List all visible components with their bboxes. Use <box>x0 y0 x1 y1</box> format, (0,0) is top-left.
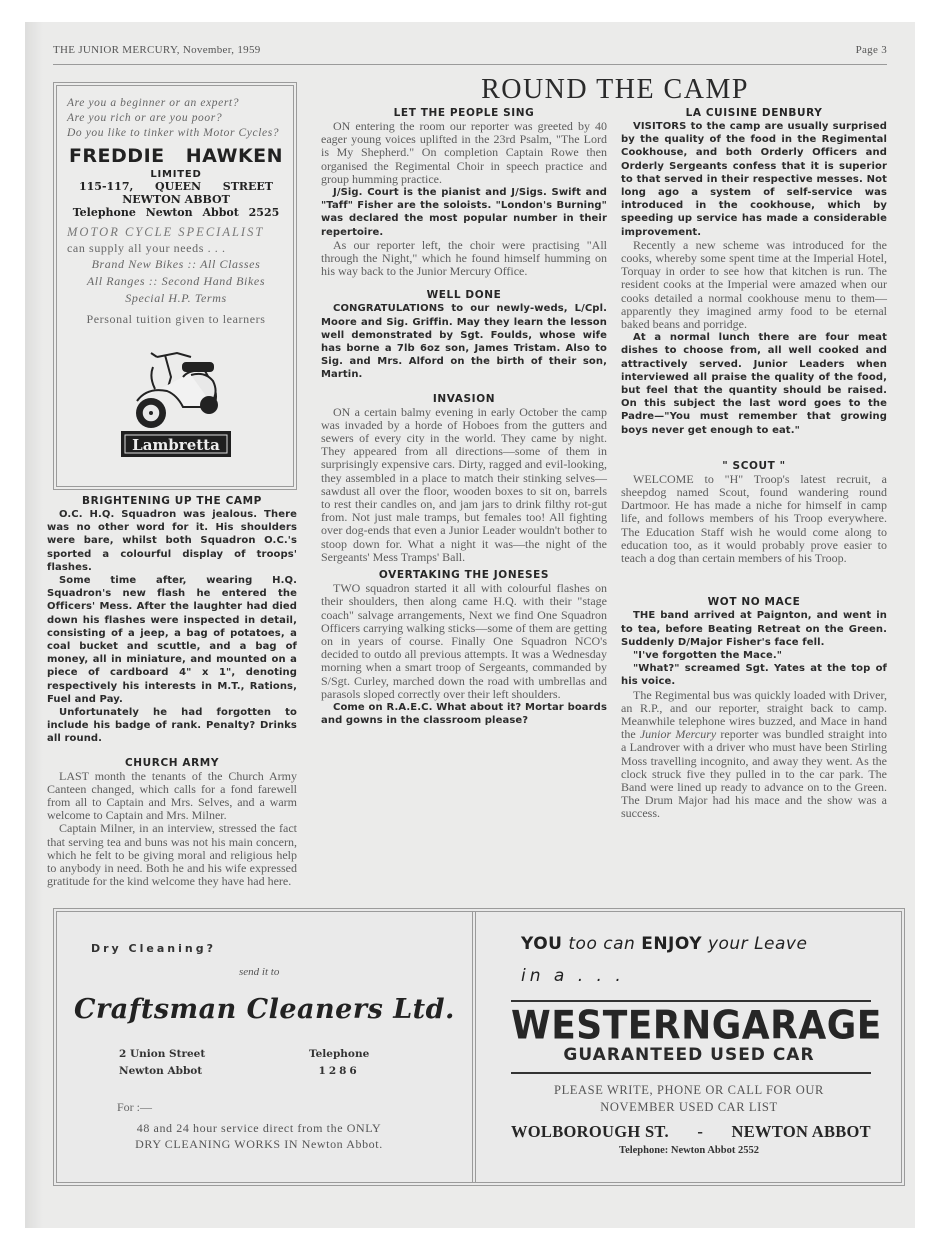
hawken-advertisement <box>53 82 297 490</box>
page-number: Page 3 <box>855 44 887 56</box>
ad-headline-continued: in a . . . <box>521 966 625 986</box>
article-paragraph: O.C. H.Q. Squadron was jealous. There was no other word for it. His shoulders were bare, whilst both Squadron O.C.'s sported a colourful display of troops' flashes. <box>47 509 297 573</box>
headline-word: too can <box>568 934 636 954</box>
article-scout <box>621 459 887 565</box>
ad-call-to-action <box>477 1082 901 1116</box>
address-town: NEWTON ABBOT <box>731 1122 871 1141</box>
article-title: WELL DONE <box>426 289 502 302</box>
article-title: WOT NO MACE <box>707 596 801 609</box>
article-la-cuisine-denbury <box>621 106 887 437</box>
article-paragraph: Recently a new scheme was introduced for the cooks, whereby some spent time at the Imperial Hotel, Torquay in order to see how that kitchen is run. The resident cooks at the Imperial were amazed when our cooks detailed a normal cookhouse menu to them—apparently they imagined army food to be eternal baked beans and porridge. <box>621 237 887 332</box>
article-paragraph: Captain Milner, in an interview, stressed the fact that serving tea and buns was not his main concern, which he felt to be giving moral and religious help to anybody in need. Both he and his wife expressed gratitude for the kind welcome they have had here. <box>47 821 297 889</box>
headline-word: ENJOY <box>641 934 703 954</box>
article-paragraph: "I've forgotten the Mace." <box>633 649 783 661</box>
address-word: STREET <box>222 180 273 193</box>
article-paragraph: Some time after, wearing H.Q. Squadron's new flash he entered the Officers' Mess. After the laughter had died down his flashes were inspected in detail, consisting of a jeep, a bag of potatoes, a coal bucket and scuttle, and a bag of money, all in miniature, and mounted on a piece of cardboard 4" x 1", denoting respectively his interests in M.T., Rations, Fuel and Pay. <box>47 575 297 705</box>
ad-telephone <box>309 1046 369 1080</box>
column-middle <box>321 106 607 727</box>
article-overtaking-the-joneses <box>321 568 607 727</box>
article-paragraph: J/Sig. Court is the pianist and J/Sigs. Swift and "Taff" Fisher are the soloists. "London's Burning" was declared the most popular number in their repertoire. <box>321 187 607 238</box>
ad-street-address <box>67 180 285 193</box>
ad-service-text: 48 and 24 hour service direct from the ONLY DRY CLEANING WORKS IN Newton Abbot. <box>135 1121 383 1151</box>
address-number: 115-117, <box>79 180 134 193</box>
address-line: 2 Union Street <box>119 1048 206 1060</box>
lambretta-logo-text: Lambretta <box>132 436 220 454</box>
ad-question: Are you a beginner or an expert? <box>67 97 240 109</box>
article-wot-no-mace <box>621 595 887 820</box>
header-rule <box>53 64 887 65</box>
ad-second-hand: All Ranges :: Second Hand Bikes <box>86 274 266 288</box>
article-title: CHURCH ARMY <box>124 756 220 769</box>
article-well-done <box>321 288 607 381</box>
headline-word: your Leave <box>707 934 808 954</box>
ad-tuition: Personal tuition given to learners <box>86 312 266 326</box>
article-let-the-people-sing <box>321 106 607 278</box>
article-brightening <box>47 494 297 746</box>
article-title: " SCOUT " <box>722 459 786 472</box>
company-word: WESTERN <box>511 1004 712 1049</box>
ad-question: Do you like to tinker with Motor Cycles? <box>67 127 280 139</box>
bottom-advertisements <box>53 908 905 1186</box>
article-title: LET THE PEOPLE SING <box>393 107 535 119</box>
article-invasion <box>321 392 607 564</box>
ad-divider <box>472 912 476 1182</box>
ad-company-name <box>511 1004 882 1049</box>
article-paragraph: TWO squadron started it all with colourful flashes on their shoulders, then along came H.Q. with their "stage coach" salvage arrangements, Next we find One Squadron Officers carrying walking sticks—some of them are getting on in years of course. Finally One Squadron NCO's decided to outdo all previous attempts. It was a Wednesday morning when a smart troop of Sergeants, commanded by S/Sgt. Curley, marched down the road with umbrellas and parasols sloped correctly over their left shoulders. <box>321 581 607 701</box>
publication-line: THE JUNIOR MERCURY, November, 1959 <box>53 44 261 56</box>
ad-question: Are you rich or are you poor? <box>67 112 223 124</box>
column-right <box>621 106 887 821</box>
article-church-army <box>47 756 297 889</box>
article-paragraph: ON entering the room our reporter was greeted by 40 eager young voices uplifted in the 23rd Psalm, "The Lord is My Shepherd." On completion Captain Rowe then organised the Regimental Choir in speech practice and group humming practice. <box>321 119 607 186</box>
article-paragraph: THE band arrived at Paignton, and went in to tea, before Beating Retreat on the Green. Suddenly D/Major Fisher's face fell. <box>621 610 887 648</box>
article-title: INVASION <box>432 392 496 405</box>
article-paragraph: "What?" screamed Sgt. Yates at the top of his voice. <box>621 663 887 688</box>
article-paragraph: As our reporter left, the choir were practising "All through the Night," which he found himself humming on his way back to the Junior Mercury Office. <box>321 237 607 279</box>
ad-subtitle: GUARANTEED USED CAR <box>563 1045 815 1065</box>
ad-terms: Special H.P. Terms <box>125 291 227 305</box>
ad-brand-name: FREDDIE HAWKEN <box>68 145 284 167</box>
article-paragraph: Unfortunately he had forgotten to include his badge of rank. Penalty? Drinks all round. <box>47 707 297 745</box>
address-word: QUEEN <box>155 180 202 193</box>
article-title: OVERTAKING THE JONESES <box>378 569 550 582</box>
ad-address <box>119 1046 205 1080</box>
address-street: WOLBOROUGH ST. <box>511 1122 669 1141</box>
ad-address <box>511 1122 871 1142</box>
ad-specialist: MOTOR CYCLE SPECIALIST <box>67 225 265 239</box>
ad-town: NEWTON ABBOT <box>122 193 230 206</box>
telephone-number: 1286 <box>318 1065 360 1077</box>
cta-line: PLEASE WRITE, PHONE OR CALL FOR OUR <box>554 1083 824 1097</box>
ad-rule <box>511 1072 871 1074</box>
article-title: LA CUISINE DENBURY <box>685 107 823 119</box>
article-paragraph: Come on R.A.E.C. What about it? Mortar boards and gowns in the classroom please? <box>321 701 607 727</box>
ad-headline <box>521 934 807 954</box>
address-line: Newton Abbot <box>119 1065 203 1077</box>
ad-question: Dry Cleaning? <box>91 942 216 955</box>
ad-rule <box>511 1000 871 1002</box>
newspaper-page <box>25 22 915 1228</box>
headline-word: YOU <box>521 934 563 954</box>
publication-name: Junior Mercury <box>639 727 717 742</box>
page-title: ROUND THE CAMP <box>481 74 749 105</box>
western-garage-advertisement <box>477 912 901 1182</box>
ad-telephone: Telephone: Newton Abbot 2552 <box>619 1145 759 1156</box>
ad-company-name: Craftsman Cleaners Ltd. <box>74 994 455 1025</box>
article-paragraph <box>621 689 887 821</box>
article-paragraph: ON a certain balmy evening in early October the camp was invaded by a horde of Hoboes from the gutters and sewers of every city in the world. They came by night. They appeared from all directions—some of them in surprisingly expensive cars. Dirty, ragged and evil-looking, they assembled in a place to match their stinking selves—sawdust all over the floor, wooden boxes to sit on, barrels to rest their candles on, and jam jars to drink filthy rot-gut from. Not just male tramps, but females too! All fighting over dog-ends that even a Junior Leader wouldn't bother to stoop down for. What a night it was—the night of the Sergeants' Mess Tramps' Ball. <box>321 404 607 564</box>
address-separator: - <box>697 1122 704 1141</box>
article-paragraph: LAST month the tenants of the Church Army Canteen changed, which calls for a fond farewell from all to Captain and Mrs. Selves, and a warm welcome to Captain and Mrs. Milner. <box>47 768 297 823</box>
ad-limited: LIMITED <box>150 169 202 180</box>
article-paragraph: At a normal lunch there are four meat dishes to choose from, all well cooked and attractively served. Junior Leaders when interviewed all praise the quality of the food, but feel that the quantity should be raised. On this subject the last word goes to the Padre—"You must remember that growing boys never get enough to eat." <box>621 332 887 436</box>
telephone-label: Telephone <box>309 1048 370 1060</box>
article-paragraph: CONGRATULATIONS to our newly-weds, L/Cpl. Moore and Sig. Griffin. May they learn the lesson well demonstrated by Sgt. Foulds, whose wife has borne a 7lb 6oz son, James Tristam. Also to Sig. and Mrs. Alford on the birth of their son, Martin. <box>321 303 607 381</box>
article-paragraph: WELCOME to "H" Troop's latest recruit, a sheepdog named Scout, found wandering round Dartmoor. He has made a niche for himself in camp life, and follows members of his Troop everywhere. The Education Staff wish he would come along to education too, as it would probably prove easier to teach a dog than certain members of his Troop. <box>621 471 887 566</box>
article-title: BRIGHTENING UP THE CAMP <box>82 495 262 507</box>
cta-line: NOVEMBER USED CAR LIST <box>600 1100 778 1114</box>
ad-supply: can supply all your needs . . . <box>67 241 226 255</box>
ad-new-bikes: Brand New Bikes :: All Classes <box>91 257 261 271</box>
article-paragraph: VISITORS to the camp are usually surprised by the quality of the food in the Regimental Cookhouse, and both Orderly Officers and Orderly Sergeants confess that it is superior to that served in their respective messes. Not long ago a system of self-service was introduced in the cookhouse, which by speeding up service has made a considerable improvement. <box>621 121 887 238</box>
craftsman-cleaners-advertisement <box>57 912 472 1182</box>
paragraph-text: reporter was bundled straight into a Landrover with a driver who must have been Stirling Moss travelling incognito, and away they went. As the clock struck five they pulled in to the car park. The Band were lined up ready to advance on to the Green. The Drum Major had his mace and the show was a success. <box>621 727 888 821</box>
ad-for-label: For :— <box>117 1100 153 1114</box>
ad-send-it-to: send it to <box>239 966 280 978</box>
column-left <box>47 494 297 888</box>
lambretta-scooter-icon <box>117 337 235 459</box>
paragraph-text: The Regimental bus was quickly loaded with Driver, an R.P., and our reporter, straight back to camp. Meanwhile telephone wires buzzed, and Mace in hand the <box>621 687 887 742</box>
company-word: GARAGE <box>711 1004 882 1049</box>
ad-telephone: Telephone Newton Abbot 2525 <box>72 206 280 219</box>
